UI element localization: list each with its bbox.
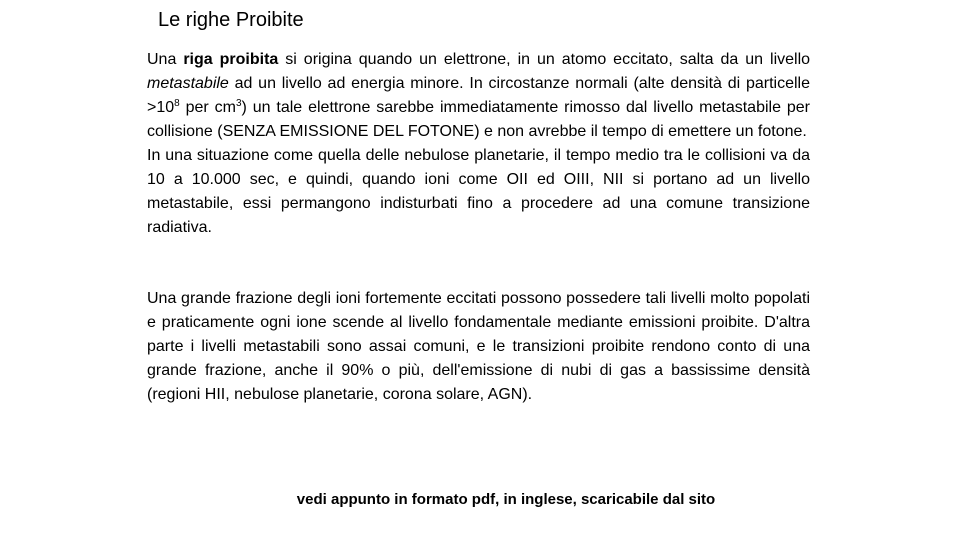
exponent: 3 [235, 98, 242, 109]
exponent: 8 [174, 98, 180, 109]
italic-term: metastabile [147, 75, 229, 92]
text-run: ) un tale elettrone sarebbe immediatamente rimosso dal livello metastabile per collisione (SENZA EMISSIONE DEL FOTONE) e non avrebbe il tempo di emettere un fotone. [147, 99, 810, 140]
paragraph-riga-proibita [147, 48, 810, 144]
text-block-1 [147, 48, 810, 240]
text-run: Una [147, 51, 184, 68]
text-run: ad un livello ad energia minore. In circostanze normali (alte densità di particelle >10 [147, 75, 810, 116]
slide-title: Le righe Proibite [158, 9, 304, 31]
paragraph-nebulose: In una situazione come quella delle nebulose planetarie, il tempo medio tra le collisioni va da 10 a 10.000 sec, e quindi, quando ioni come OII ed OIII, NII si portano ad un livello metastabile, essi permangono indisturbati fino a procedere ad una comune transizione radiativa. [147, 147, 810, 236]
text-run: si origina quando un elettrone, in un atomo eccitato, salta da un livello [278, 51, 811, 68]
bold-term: riga proibita [183, 51, 279, 68]
paragraph-emissioni-proibite: Una grande frazione degli ioni fortemente eccitati possono possedere tali livelli molto popolati e praticamente ogni ione scende al livello fondamentale mediante emissioni proibite. D'altra parte i livelli metastabili sono assai comuni, e le transizioni proibite rendono conto di una grande frazione, anche il 90% o più, dell'emissione di nubi di gas a bassissime densità (regioni HII, nebulose planetarie, corona solare, AGN). [147, 290, 810, 403]
text-block-2 [147, 287, 810, 407]
text-run: per cm [179, 99, 236, 116]
footer-note: vedi appunto in formato pdf, in inglese, scaricabile dal sito [296, 491, 716, 508]
